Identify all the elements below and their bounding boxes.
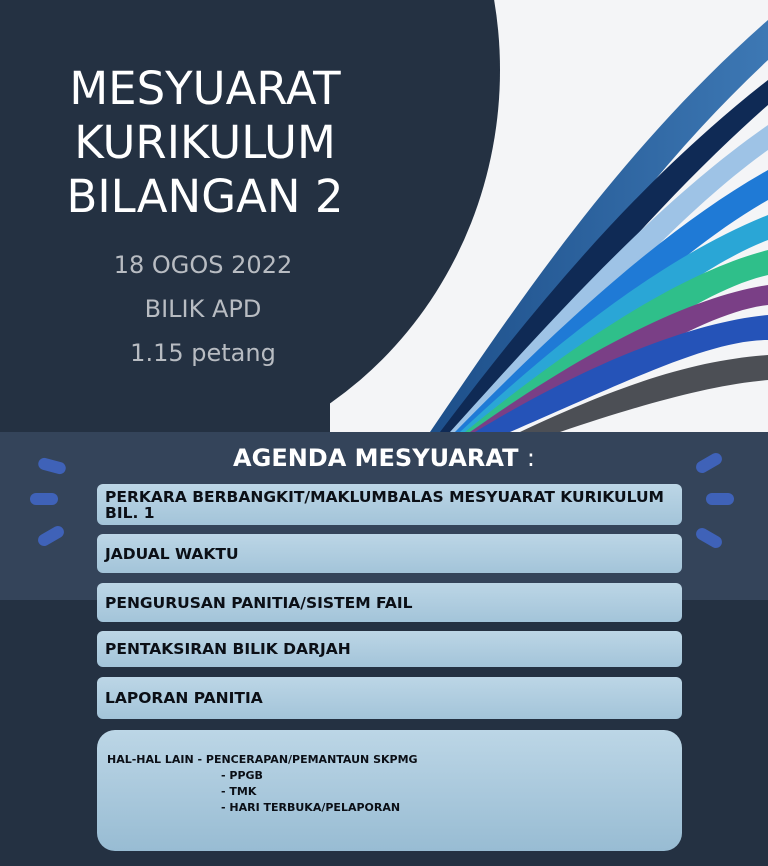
title-line-1: MESYUARAT bbox=[69, 62, 341, 115]
other-sub-item: - HARI TERBUKA/PELAPORAN bbox=[221, 801, 401, 814]
other-sub-item: - PPGB bbox=[221, 769, 263, 782]
agenda-item-other bbox=[97, 730, 682, 851]
agenda-item-label: PENGURUSAN PANITIA/SISTEM FAIL bbox=[105, 593, 413, 612]
title-line-2: KURIKULUM bbox=[74, 116, 336, 169]
decorative-dash-icon bbox=[706, 493, 734, 505]
agenda-item-label: LAPORAN PANITIA bbox=[105, 689, 263, 707]
title-line-3: BILANGAN 2 bbox=[66, 170, 344, 223]
agenda-heading bbox=[0, 444, 768, 472]
decorative-dash-icon bbox=[30, 493, 58, 505]
agenda-item-label: JADUAL WAKTU bbox=[105, 544, 239, 563]
agenda-heading-colon: : bbox=[526, 444, 535, 472]
agenda-item-label: PERKARA BERBANGKIT/MAKLUMBALAS MESYUARAT KURIKULUM BIL. 1 bbox=[105, 487, 664, 522]
meeting-time: 1.15 petang bbox=[130, 339, 276, 367]
agenda-item bbox=[97, 631, 682, 667]
other-matters-label: HAL-HAL LAIN - PENCERAPAN/PEMANTAUN SKPMG bbox=[107, 753, 418, 766]
agenda-item bbox=[97, 677, 682, 719]
other-sub-item: - TMK bbox=[221, 785, 257, 798]
agenda-item bbox=[97, 534, 682, 573]
meeting-details bbox=[60, 248, 346, 380]
meeting-title bbox=[60, 62, 350, 224]
agenda-heading-text: AGENDA MESYUARAT bbox=[233, 444, 519, 472]
agenda-item-label: PENTAKSIRAN BILIK DARJAH bbox=[105, 640, 351, 658]
agenda-item bbox=[97, 583, 682, 622]
meeting-date: 18 OGOS 2022 bbox=[113, 251, 293, 279]
meeting-venue: BILIK APD bbox=[144, 295, 262, 323]
agenda-item bbox=[97, 484, 682, 525]
